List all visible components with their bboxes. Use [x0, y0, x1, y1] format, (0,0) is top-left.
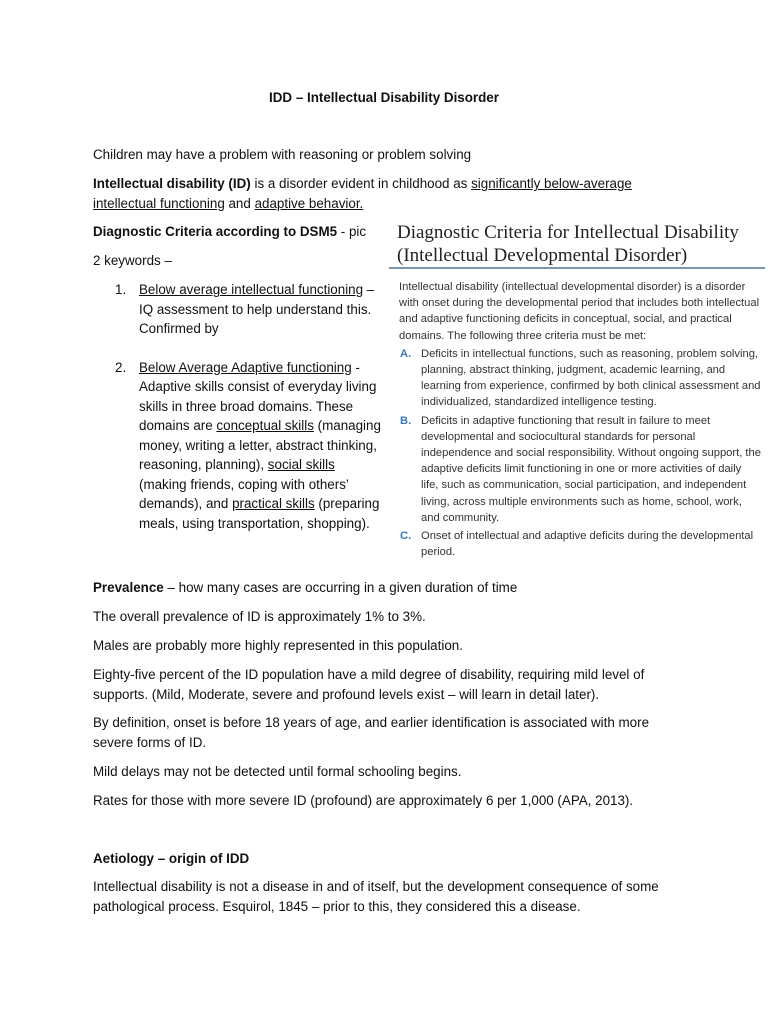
- keyword-text: (making friends, coping with others’ demands), and: [139, 476, 349, 511]
- definition-and: and: [224, 195, 255, 211]
- keyword-underline: Below Average Adaptive functioning: [139, 359, 352, 375]
- keyword-item-2: [93, 358, 385, 534]
- keyword-text: - Adaptive skills consist of everyday living skills in three broad domains. These domains are: [139, 359, 377, 433]
- keyword-number: 1.: [115, 282, 127, 297]
- aetiology-heading-text: Aetiology – origin of IDD: [93, 851, 250, 866]
- definition-term: Intellectual disability (ID): [93, 176, 251, 191]
- figure-item-text: Onset of intellectual and adaptive deficits during the developmental period.: [421, 530, 754, 559]
- criteria-heading-bold: Diagnostic Criteria according to DSM5: [93, 224, 338, 239]
- figure-title: Diagnostic Criteria for Intellectual Disability (Intellectual Developmental Disorder): [397, 222, 739, 266]
- prevalence-rest: – how many cases are occurring in a given duration of time: [163, 580, 518, 595]
- keyword-text: (managing money, writing a letter, abstract thinking, reasoning, planning),: [139, 418, 381, 472]
- definition-paragraph: [93, 174, 678, 213]
- social-skills-underline: social skills: [267, 457, 335, 472]
- paragraph-prevalence-rate: The overall prevalence of ID is approximately 1% to 3%.: [93, 609, 426, 624]
- figure-item-c: [399, 528, 761, 560]
- figure-item-letter: A.: [400, 347, 412, 360]
- criteria-heading: [93, 222, 385, 242]
- definition-underline-2: adaptive behavior.: [254, 195, 364, 211]
- figure-body: [399, 279, 761, 560]
- dsm5-criteria-figure: [389, 217, 765, 569]
- criteria-heading-rest: - pic: [337, 224, 367, 239]
- figure-divider: [389, 267, 765, 269]
- prevalence-bold: Prevalence: [93, 580, 164, 595]
- prevalence-line: [93, 578, 693, 598]
- keyword-underline: Below average intellectual functioning: [139, 282, 364, 297]
- figure-item-b: [399, 413, 761, 526]
- keyword-text: (preparing meals, using transportation, shopping).: [139, 496, 380, 531]
- conceptual-skills-underline: conceptual skills: [216, 418, 314, 433]
- paragraph-mild-delays: Mild delays may not be detected until formal schooling begins.: [93, 764, 462, 779]
- paragraph-males: Males are probably more highly represented in this population.: [93, 638, 463, 653]
- keyword-number: 2.: [115, 359, 127, 375]
- definition-mid: is a disorder evident in childhood as: [250, 176, 472, 191]
- keywords-line: 2 keywords –: [93, 253, 172, 268]
- keywords-list: [93, 280, 385, 533]
- figure-item-text: Deficits in adaptive functioning that result in failure to meet developmental and sociocultural standards for personal independence and social responsibility. Without ongoing support, the adaptive deficits limit functioning in one or more activities of daily life, such as communication, social participation, and independent living, across multiple environments such as home, school, work, and community.: [421, 414, 761, 524]
- keyword-text: – IQ assessment to help understand this. Confirmed by: [139, 282, 375, 336]
- figure-item-text: Deficits in intellectual functions, such as reasoning, problem solving, planning, abstract thinking, judgment, academic learning, and learning from experience, confirmed by both clinical assessment and individualized, standardized intelligence testing.: [421, 347, 761, 409]
- aetiology-paragraph: Intellectual disability is not a disease in and of itself, but the development consequence of some pathological process. Esquirol, 1845 – prior to this, they considered this a disease.: [93, 879, 659, 914]
- practical-skills-underline: practical skills: [232, 496, 315, 511]
- definition-underline-1: significantly below-average intellectual functioning: [93, 176, 632, 211]
- paragraph-severe-rates: Rates for those with more severe ID (profound) are approximately 6 per 1,000 (APA, 2013).: [93, 793, 634, 808]
- aetiology-heading: [93, 849, 693, 869]
- page-title: IDD – Intellectual Disability Disorder: [269, 90, 499, 105]
- figure-intro: Intellectual disability (intellectual developmental disorder) is a disorder with onset during the developmental period that includes both intellectual and adaptive functioning deficits in conceptual, social, and practical domains. The following three criteria must be met:: [399, 281, 760, 342]
- paragraph-onset: By definition, onset is before 18 years of age, and earlier identification is associated with more severe forms of ID.: [93, 715, 650, 750]
- keyword-item-1: [93, 280, 385, 339]
- figure-item-a: [399, 346, 761, 411]
- figure-item-letter: B.: [400, 414, 412, 427]
- paragraph-mild-degree: Eighty-five percent of the ID population have a mild degree of disability, requiring mild level of supports. (Mild, Moderate, severe and profound levels exist – will learn in detail later).: [93, 667, 645, 702]
- intro-line: Children may have a problem with reasoning or problem solving: [93, 147, 472, 162]
- figure-item-letter: C.: [400, 530, 412, 543]
